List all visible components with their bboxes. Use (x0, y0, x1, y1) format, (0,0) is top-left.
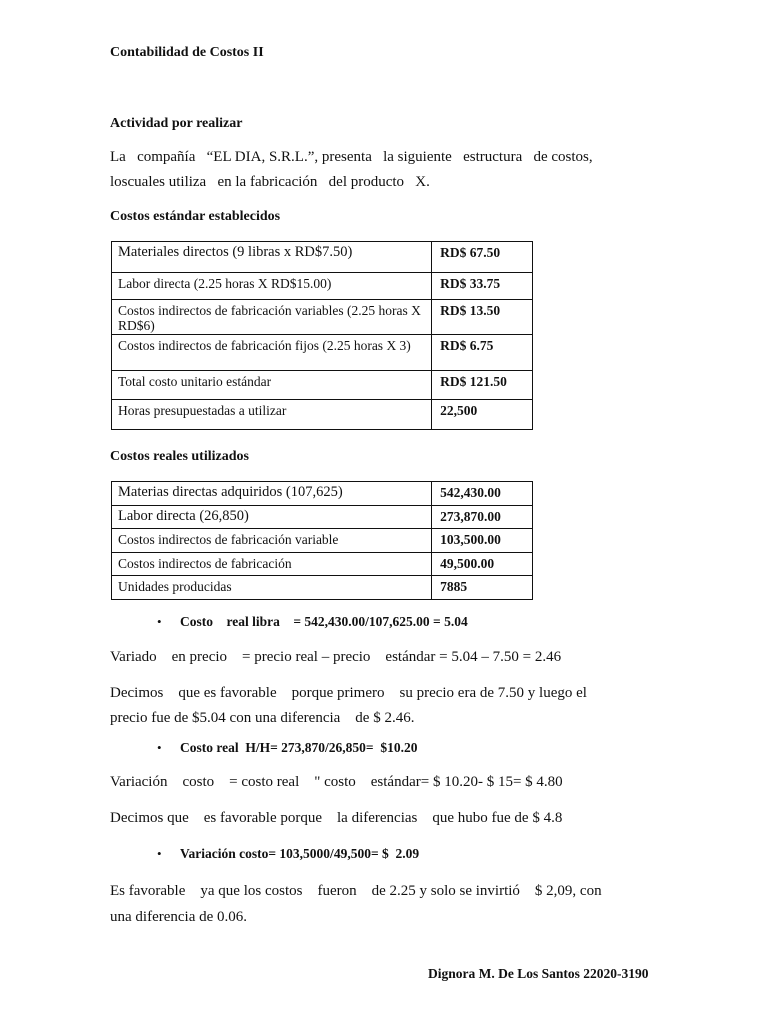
table-row (112, 335, 533, 371)
cell-label: Labor directa (2.25 horas X RD$15.00) (112, 273, 432, 300)
para-favorable-2: Decimos que es favorable porque la diferencias que hubo fue de $ 4.8 (110, 810, 563, 826)
actual-costs-heading: Costos reales utilizados (110, 449, 249, 464)
para-favorable-1-line-1: Decimos que es favorable porque primero su precio era de 7.50 y luego el (110, 685, 587, 701)
para-favorable-3-line-1: Es favorable ya que los costos fueron de 2.25 y solo se invirtió $ 2,09, con (110, 883, 602, 899)
cell-value: RD$ 6.75 (432, 335, 533, 371)
para-variado-precio: Variado en precio = precio real – precio estándar = 5.04 – 7.50 = 2.46 (110, 649, 562, 665)
cell-value: 542,430.00 (432, 482, 533, 506)
cell-label: Labor directa (26,850) (112, 506, 432, 529)
bullet-costo-real-libra: Costo real libra = 542,430.00/107,625.00 = 5.04 (180, 614, 468, 629)
intro-line-1: La compañía “EL DIA, S.R.L.”, presenta la siguiente estructura de costos, (110, 149, 593, 165)
cell-label: Costos indirectos de fabricación (112, 553, 432, 576)
cell-value: 49,500.00 (432, 553, 533, 576)
table-row (112, 400, 533, 430)
cell-label: Horas presupuestadas a utilizar (112, 400, 432, 430)
cell-value: RD$ 13.50 (432, 300, 533, 335)
para-favorable-3-line-2: una diferencia de 0.06. (110, 909, 248, 925)
bullet-icon: • (157, 614, 162, 629)
course-title: Contabilidad de Costos II (110, 45, 264, 60)
cell-label: Costos indirectos de fabricación variable (112, 529, 432, 553)
table-row (112, 576, 533, 600)
cell-value: 7885 (432, 576, 533, 600)
cell-value: 273,870.00 (432, 506, 533, 529)
cell-value: 103,500.00 (432, 529, 533, 553)
bullet-costo-real-hh: Costo real H/H= 273,870/26,850= $10.20 (180, 740, 418, 755)
cell-label: Total costo unitario estándar (112, 371, 432, 400)
cell-value: 22,500 (432, 400, 533, 430)
standard-costs-heading: Costos estándar establecidos (110, 209, 281, 224)
standard-costs-table (111, 241, 533, 430)
activity-heading: Actividad por realizar (110, 116, 243, 131)
table-row (112, 371, 533, 400)
cell-label: Costos indirectos de fabricación variables (2.25 horas X RD$6) (112, 300, 432, 335)
bullet-icon: • (157, 846, 162, 861)
table-row (112, 300, 533, 335)
cell-label: Materiales directos (9 libras x RD$7.50) (112, 242, 432, 273)
bullet-variacion-costo: Variación costo= 103,5000/49,500= $ 2.09 (180, 846, 420, 861)
cell-value: RD$ 121.50 (432, 371, 533, 400)
table-row (112, 482, 533, 506)
intro-line-2: loscuales utiliza en la fabricación del producto X. (110, 174, 430, 190)
para-variacion-costo: Variación costo = costo real " costo estándar= $ 10.20- $ 15= $ 4.80 (110, 774, 563, 790)
para-favorable-1-line-2: precio fue de $5.04 con una diferencia de $ 2.46. (110, 710, 415, 726)
bullet-icon: • (157, 740, 162, 755)
table-row (112, 273, 533, 300)
table-row (112, 553, 533, 576)
cell-label: Unidades producidas (112, 576, 432, 600)
table-row (112, 506, 533, 529)
table-row (112, 242, 533, 273)
cell-label: Costos indirectos de fabricación fijos (2.25 horas X 3) (112, 335, 432, 371)
cell-value: RD$ 67.50 (432, 242, 533, 273)
cell-value: RD$ 33.75 (432, 273, 533, 300)
footer-author: Dignora M. De Los Santos 22020-3190 (428, 966, 649, 981)
actual-costs-table (111, 481, 533, 600)
cell-label: Materias directas adquiridos (107,625) (112, 482, 432, 506)
table-row (112, 529, 533, 553)
